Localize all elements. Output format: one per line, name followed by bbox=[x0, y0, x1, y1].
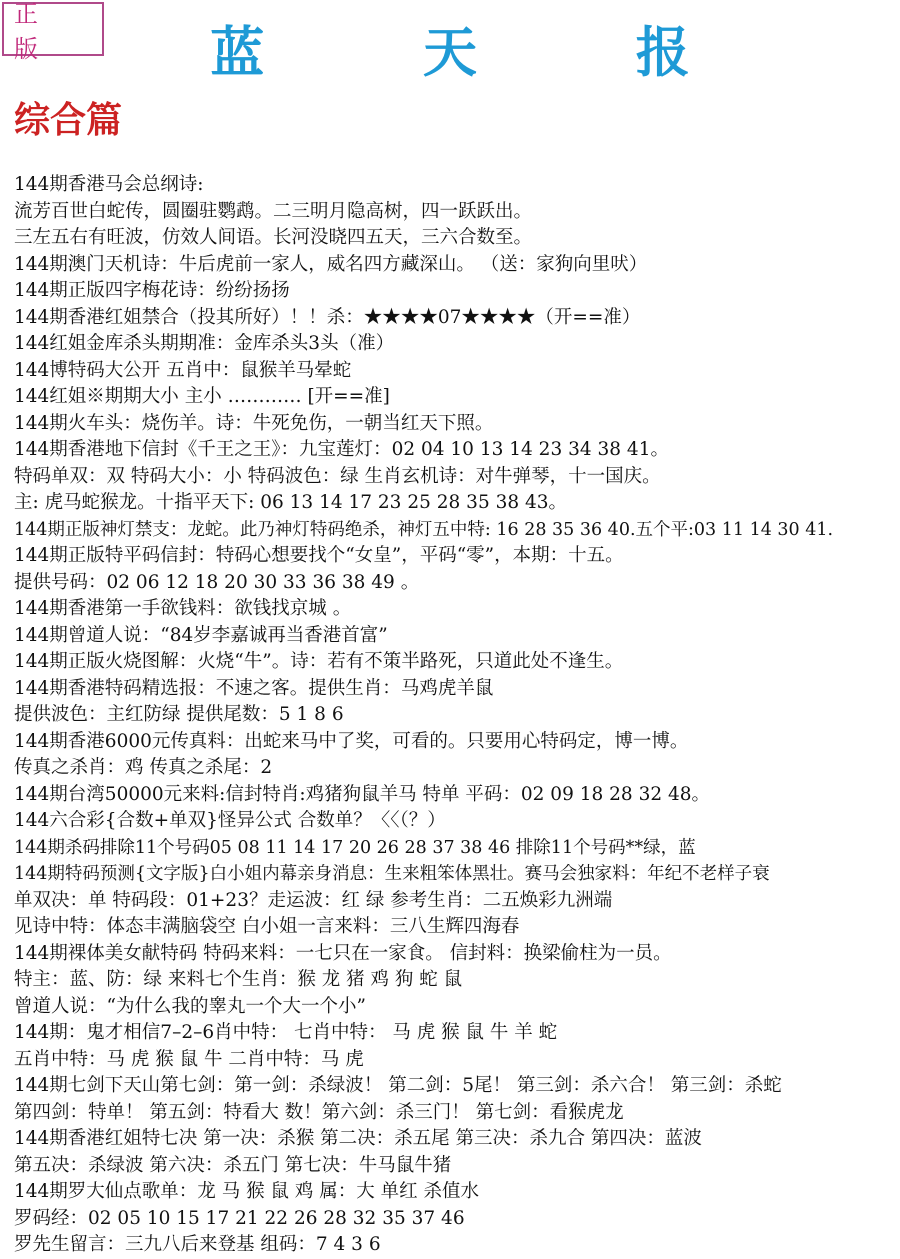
text-line: 传真之杀肖：鸡 传真之杀尾：2 bbox=[14, 757, 273, 778]
text-line: 144期七剑下天山第七剑：第一剑：杀绿波！ 第二剑：5尾！ 第三剑：杀六合！ 第三剑：杀蛇 bbox=[14, 1075, 782, 1096]
page-title: 蓝 天 报 bbox=[210, 20, 760, 84]
text-line: 主: 虎马蛇猴龙。十指平天下: 06 13 14 17 23 25 28 35 38 43。 bbox=[14, 492, 568, 513]
text-line: 144博特码大公开 五肖中：鼠猴羊马晕蛇 bbox=[14, 359, 352, 381]
text-line: 144期火车头：烧伤羊。诗：牛死免伤，一朝当红天下照。 bbox=[14, 412, 494, 434]
text-line: 144期香港特码精选报：不速之客。提供生肖：马鸡虎羊鼠 bbox=[14, 677, 494, 699]
text-line: 144期特码预测{文字版}白小姐内幕亲身消息：生来粗笨体黑壮。赛马会独家料：年纪不老样子衰 bbox=[14, 864, 770, 884]
text-line: 单双决：单 特码段：01+23？走运波：红 绿 参考生肖：二五焕彩九洲端 bbox=[14, 889, 613, 911]
text-line: 144期：鬼才相信7–2–6肖中特： 七肖中特： 马 虎 猴 鼠 牛 羊 蛇 bbox=[14, 1022, 558, 1043]
text-line: 144期香港红姐特七决 第一决：杀猴 第二决：杀五尾 第三决：杀九合 第四决：蓝波 bbox=[14, 1128, 702, 1149]
text-line: 第五决：杀绿波 第六决：杀五门 第七决：牛马鼠牛猪 bbox=[14, 1154, 452, 1176]
text-line: 144期澳门天机诗：牛后虎前一家人，威名四方藏深山。 （送：家狗向里吠） bbox=[14, 253, 648, 275]
text-line: 144期正版神灯禁支：龙蛇。此乃神灯特码绝杀，神灯五中特: 16 28 35 36 40.五个平:03 11 14 30 41. bbox=[14, 519, 834, 540]
text-line: 144红姐金库杀头期期准：金库杀头3头（准） bbox=[14, 333, 395, 354]
text-line: 特主：蓝、防：绿 来料七个生肖：猴 龙 猪 鸡 狗 蛇 鼠 bbox=[14, 969, 463, 990]
content-lines bbox=[14, 172, 898, 1259]
text-line: 144期香港6000元传真料：出蛇来马中了奖，可看的。只要用心特码定，博一博。 bbox=[14, 730, 689, 752]
text-line: 144期香港马会总纲诗: bbox=[14, 174, 204, 195]
text-line: 144期正版四字梅花诗：纷纷扬扬 bbox=[14, 280, 290, 301]
text-line: 提供号码：02 06 12 18 20 30 33 36 38 49 。 bbox=[14, 571, 420, 593]
text-line: 见诗中特：体态丰满脑袋空 白小姐一言来料：三八生辉四海春 bbox=[14, 916, 520, 937]
text-line: 144期裸体美女献特码 特码来料：一七只在一家食。 信封料：换梁偷柱为一员。 bbox=[14, 942, 672, 964]
text-line: 提供波色：主红防绿 提供尾数：5 1 8 6 bbox=[14, 704, 344, 725]
text-line: 144六合彩{合数+单双}怪异公式 合数单？〈〈（？） bbox=[14, 810, 446, 831]
text-line: 144期正版火烧图解：火烧“牛”。诗：若有不策半路死，只道此处不逢生。 bbox=[14, 651, 624, 672]
authentic-badge: 正 版 bbox=[2, 2, 104, 56]
text-line: 五肖中特：马 虎 猴 鼠 牛 二肖中特：马 虎 bbox=[14, 1048, 364, 1070]
text-line: 流芳百世白蛇传，圆圈驻鹦鹉。二三明月隐高树，四一跃跃出。 bbox=[14, 200, 533, 222]
text-line: 曾道人说：“为什么我的睾丸一个大一个小” bbox=[14, 995, 366, 1017]
text-line: 144期杀码排除11个号码05 08 11 14 17 20 26 28 37 38 46 排除11个号码**绿，蓝 bbox=[14, 837, 696, 858]
section-heading: 综合篇 bbox=[14, 99, 123, 141]
text-line: 144期台湾50000元来料:信封特肖:鸡猪狗鼠羊马 特单 平码：02 09 18 28 32 48。 bbox=[14, 783, 711, 805]
text-line: 144期正版特平码信封：特码心想要找个“女皇”，平码“零”，本期：十五。 bbox=[14, 545, 624, 566]
text-line: 144期香港地下信封《千王之王》：九宝莲灯：02 04 10 13 14 23 34 38 41。 bbox=[14, 439, 669, 460]
text-line: 三左五右有旺波，仿效人间语。长河没晓四五天，三六合数至。 bbox=[14, 227, 533, 248]
text-line: 罗码经：02 05 10 15 17 21 22 26 28 32 35 37 46 bbox=[14, 1207, 465, 1229]
text-line: 144期香港第一手欲钱料：欲钱找京城 。 bbox=[14, 598, 352, 619]
text-line: 144期罗大仙点歌单：龙 马 猴 鼠 鸡 属：大 单红 杀值水 bbox=[14, 1181, 479, 1202]
text-line: 第四剑：特单！ 第五剑：特看大 数！第六剑：杀三门！ 第七剑：看猴虎龙 bbox=[14, 1101, 624, 1123]
text-line: 144期曾道人说：“84岁李嘉诚再当香港首富” bbox=[14, 624, 388, 646]
text-line: 罗先生留言：三九八后来登基 组码：7 4 3 6 bbox=[14, 1234, 381, 1255]
text-line: 144红姐※期期大小 主小 ………… [开==准] bbox=[14, 386, 390, 407]
text-line: 特码单双：双 特码大小：小 特码波色：绿 生肖玄机诗：对牛弹琴，十一国庆。 bbox=[14, 465, 661, 487]
text-line: 144期香港红姐禁合（投其所好）！！杀：★★★★07★★★★（开==准） bbox=[14, 306, 641, 328]
